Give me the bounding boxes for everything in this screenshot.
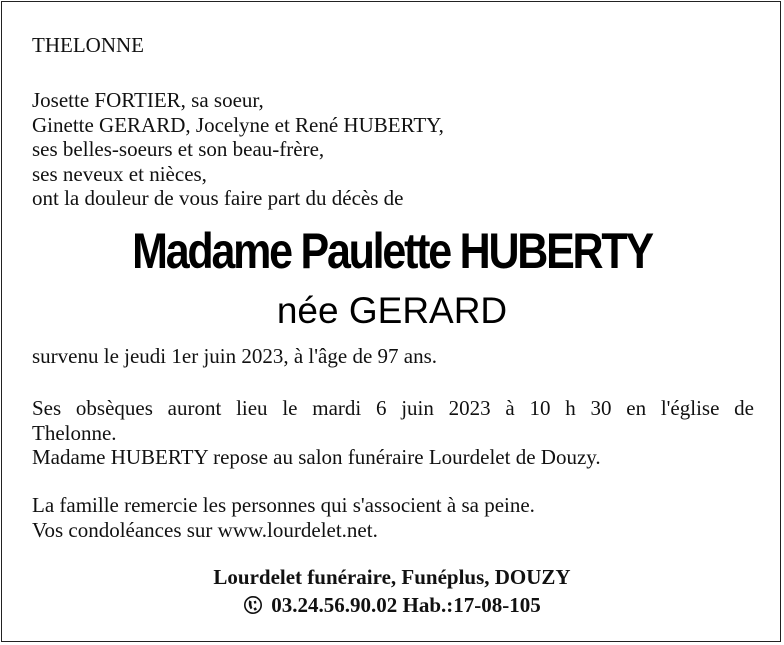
thanks-line: La famille remercie les personnes qui s'associent à sa peine. bbox=[32, 493, 535, 517]
phone-text: 03.24.56.90.02 Hab.:17-08-105 bbox=[271, 593, 541, 617]
thanks-block bbox=[32, 493, 754, 542]
funeral-details bbox=[32, 396, 754, 470]
death-statement: survenu le jeudi 1er juin 2023, à l'âge de 97 ans. bbox=[32, 344, 438, 368]
family-line: Ginette GERARD, Jocelyne et René HUBERTY, bbox=[32, 112, 444, 137]
funeral-line: Madame HUBERTY repose au salon funéraire Lourdelet de Douzy. bbox=[32, 445, 601, 469]
funeral-line: Ses obsèques auront lieu le mardi 6 juin 2023 à 10 h 30 en l'église de bbox=[32, 396, 754, 420]
phone-icon bbox=[243, 595, 267, 615]
town-name: THELONNE bbox=[32, 33, 144, 57]
thanks-line: Vos condoléances sur www.lourdelet.net. bbox=[32, 517, 378, 542]
family-line: ses belles-soeurs et son beau-frère, bbox=[32, 137, 325, 161]
funeral-home-name: Lourdelet funéraire, Funéplus, DOUZY bbox=[213, 565, 571, 589]
born-name: née GERARD bbox=[276, 290, 508, 331]
family-list bbox=[32, 88, 444, 211]
funeral-line: Thelonne. bbox=[32, 420, 117, 445]
funeral-home-phone bbox=[2, 591, 782, 619]
family-line: ses neveux et nièces, bbox=[32, 161, 207, 186]
deceased-name: Madame Paulette HUBERTY bbox=[132, 223, 652, 279]
obituary-notice bbox=[1, 1, 781, 642]
family-line: Josette FORTIER, sa soeur, bbox=[32, 88, 264, 112]
family-line: ont la douleur de vous faire part du décès de bbox=[32, 186, 404, 210]
